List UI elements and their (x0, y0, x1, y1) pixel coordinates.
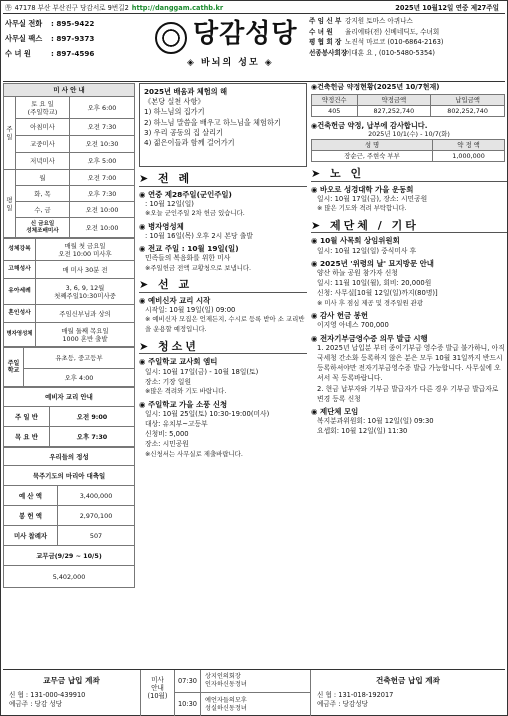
notice-heading: ◉ 병자영성체 (139, 221, 184, 231)
notice-line: 신청: 사무실[10월 12일(일)까지(80명)] (317, 289, 438, 298)
notice-heading: ◉ 10월 사목회 상임위원회 (311, 236, 400, 246)
contact-row: 사무실 팩스 : 897-9373 (5, 34, 95, 43)
notice-heading: ◉ 주일학교 가을 소풍 신청 (139, 399, 228, 409)
notice-line: 이지영 아네스 700,000 (317, 321, 389, 330)
section-title: ➤ 청소년 (139, 339, 199, 353)
issue-date: 2025년 10월12일 연중 제27주일 (395, 3, 499, 12)
notice-line: : 10월 12일(일) (145, 200, 194, 208)
header-divider (3, 81, 505, 82)
notice-line: 양산 하늘 공원 참가자 신청 (317, 268, 398, 277)
arrow-icon: ➤ (139, 339, 159, 353)
notice-heading: ◉ 바오로 성경대학 가을 운동회 (311, 184, 414, 194)
arrow-icon: ➤ (311, 218, 331, 232)
notice-line: 요셉회: 10월 12일(일) 11:30 (317, 427, 408, 436)
notice-line: 일시: 11월 10일(월), 회비: 20,000원 (317, 279, 432, 288)
notice-note: ※신청서는 사무실로 제출바랍니다. (145, 449, 243, 458)
mass-intention-row: 07:30 상지인의회장 인자하신동정녀 (175, 670, 311, 693)
contact-block (5, 16, 143, 79)
section-title: ➤ 선 교 (139, 278, 193, 292)
weekday-label: 평일 (4, 170, 16, 238)
notice-heading: ◉ 예비신자 교리 시작 (139, 296, 211, 306)
section-divider (311, 181, 507, 182)
notice-note: ※오늘 군인주일 2차 헌금 있습니다. (145, 209, 245, 218)
sacrament-table: 성체강복 매월 첫 금요일 오전 10:00 미사후 고해성사 매 미사 30분 전 유아세례 3, 6, 9, 12월 첫째주일10:30미사중 혼인성사 주임신부님과 상의 병자영성체 매월 둘째 목요일 1000 혼반 출발 (3, 238, 135, 347)
offering-table: 우리들의 정성 묵주기도의 마리아 대축일 예 산 액 3,400,000 봉 헌 액 2,970,100 미사 참례자 507 교무금(9/29 ~ 10/5) 5,402,000 (3, 447, 135, 588)
homepage-link[interactable]: http://danggam.cathb.kr (131, 3, 224, 12)
right-column (311, 83, 507, 437)
mass-intention-box: 미사 안내 (10월) 07:30 상지인의회장 인자하신동정녀 10:30 예언자들의모후 성실하신동정녀 (141, 670, 311, 716)
footer (3, 669, 505, 715)
notice-heading: ◉ 주일학교 교사회 엠티 (139, 357, 218, 367)
arrow-icon: ➤ (139, 278, 159, 292)
mass-title: 미 사 안 내 (4, 84, 135, 97)
building-fund-period: 2025년 10/1(수) - 10/7(화) (368, 129, 450, 138)
section-divider (139, 353, 307, 354)
staff-row: 주 임 신 부 강지원 토마스 아퀴나스 (309, 17, 413, 26)
notice-note: ※ 미사 후 점심 제공 및 경주일원 관광 (317, 298, 424, 307)
notice-note: ※ 예비신자 모집은 언제든지, 수시로 등록 받아 소 교리반을 운용할 예정입니다. (145, 315, 305, 334)
notice-line: 장소: 시민공원 (145, 440, 189, 449)
notice-line: 일시: 10월 17일(금), 장소: 시민공원 (317, 194, 428, 203)
notice-note: ※많은 격려와 기도 바랍니다. (145, 387, 227, 396)
section-divider (139, 292, 307, 293)
middle-sections (139, 172, 307, 459)
notice-line: : 10월 16일(목) 오후 2시 본당 출발 (145, 232, 253, 241)
sunday-school-table: 주일학교 유초등, 중고등부 오후 4:00 (3, 347, 135, 387)
staff-row: 선종봉사회장 이대훈 요 , (010-5480-5354) (309, 48, 435, 57)
left-column (3, 83, 135, 588)
notice-line: 일시: 10월 17일(금) - 10월 18일(토) (145, 367, 259, 376)
notice-line: 대상: 유치부~고등부 (145, 420, 208, 429)
address-text: 47178 부산 부산진구 당감서로 9번길2 (14, 3, 129, 12)
address-icon: ㉾ (5, 3, 12, 12)
notice-note: ※ 많은 기도와 격려 부탁합니다. (317, 203, 407, 212)
notice-line: 복지분과위원회: 10월 12일(일) 09:30 (317, 417, 434, 426)
building-account: 건축헌금 납입 계좌 신 협 : 131-018-192017 예금주 : 당감성당 (317, 676, 440, 708)
parish-subtitle: ◈ 바뇌의 성모 ◈ (187, 58, 274, 68)
section-title: ➤ 노 인 (311, 166, 365, 180)
mass-intention-row: 10:30 예언자들의모후 성실하신동정녀 (175, 693, 311, 716)
section-title: ➤ 전 례 (139, 172, 193, 185)
notice-line: 신청비: 5,000 (145, 430, 189, 439)
arrow-icon: ➤ (311, 166, 331, 180)
section-title: ➤ 제단체 / 기타 (311, 218, 419, 232)
notice-heading: ◉ 전자기부금영수증 의무 발급 시행 (311, 333, 428, 343)
staff-row: 수 녀 원 율리에타(전) 신베네딕도, 수녀회 (309, 27, 440, 36)
notice-line: 2. 현금 납부자와 기부금 발급자가 다른 경우 기부금 발급자로 변경 등록 신청 (317, 384, 499, 403)
arrow-icon: ➤ (139, 172, 159, 185)
notice-line: 1. 2025년 납입분 부터 종이기부금 영수증 발급 불가하니, 아직 국세청 간소화 등록하지 않은 분은 모두 10월 31일까지 반드시 등록하셔야만 전자기부금영수증 발급 가능합니다. 사무실에 오셔서 꼭 등록바랍니다. (317, 343, 505, 383)
notice-line: 시작일: 10월 19일(일) 09:00 (145, 306, 236, 315)
pledge-table: 성 명 약 정 액 장순근, 주현숙 부부 1,000,000 (311, 139, 505, 162)
section-divider (311, 232, 507, 233)
tithe-account: 교무금 납입 계좌 신 협 : 131-000-439910 예금주 : 당감 성당 (3, 670, 141, 716)
sunday-label: 주일 (4, 97, 16, 170)
parish-logo (147, 16, 307, 80)
annual-plan-box: 2025년 배움과 체험의 해 《본당 실천 사항》 1) 하느님의 집가기 2) 하느님 말씀을 배우고 하느님을 체험하기 3) 우리 공동의 집 살리기 4) 젊은이들과 함께 걸어가기 (139, 83, 307, 167)
building-fund-table: 약정건수 약정금액 납입금액 405 827,252,740 802,252,740 (311, 94, 505, 117)
notice-line: 일시: 10월 25일(토) 10:30-19:00(미사) (145, 409, 270, 418)
section-divider (139, 186, 307, 187)
notice-heading: ◉ 제단체 모임 (311, 406, 359, 416)
staff-row: 평 협 회 장 노진석 마르코 (010-6864-2163) (309, 38, 444, 47)
notice-heading: ◉ 2025년 '위령의 날' 묘지방문 안내 (311, 258, 434, 268)
notice-heading: ◉ 감사 헌금 봉헌 (311, 311, 369, 321)
building-fund-title: ◉건축헌금 약정현황(2025년 10/7현재) (311, 83, 440, 91)
notice-line: 일시: 10월 12일(일) 중식미사 후 (317, 246, 417, 255)
address-bar (3, 3, 505, 14)
notice-line: 장소: 기장 일원 (145, 377, 192, 386)
contact-row: 사무실 전화 : 895-9422 (5, 19, 95, 28)
building-fund-thanks: ◉건축헌금 약정, 납부에 감사합니다. (311, 120, 428, 130)
notice-line: 민족들의 복음화를 위한 미사 (145, 254, 231, 263)
parish-title: 당감성당 (193, 19, 298, 49)
staff-block (309, 16, 505, 80)
middle-column (139, 83, 307, 459)
right-sections (311, 167, 507, 437)
parish-emblem-icon (155, 22, 187, 54)
prep-class-table: 예비자 교리 안내 주 일 반 오전 9:00 목 요 반 오후 7:30 (3, 387, 135, 447)
notice-heading: ◉ 전교 주일 : 10월 19일(일) (139, 244, 239, 254)
contact-row: 수 녀 원 : 897-4596 (5, 49, 95, 58)
mass-schedule-table: 미 사 안 내 주일 토 요 일 (주일학교) 오후 6:00 아침미사 오전 7:30 교중미사 오전 10:30 저녁미사 오후 5:00 평일 월 오전 7:00 화, 목 오후 7:30 수, 금 오전 10:00 신 금요일 성체조배미사 오전 10:00 (3, 83, 135, 238)
notice-heading: ◉ 연중 제28주일(군인주일) (139, 189, 232, 199)
notice-note: ※주일헌금 전액 교황청으로 보냅니다. (145, 263, 252, 272)
